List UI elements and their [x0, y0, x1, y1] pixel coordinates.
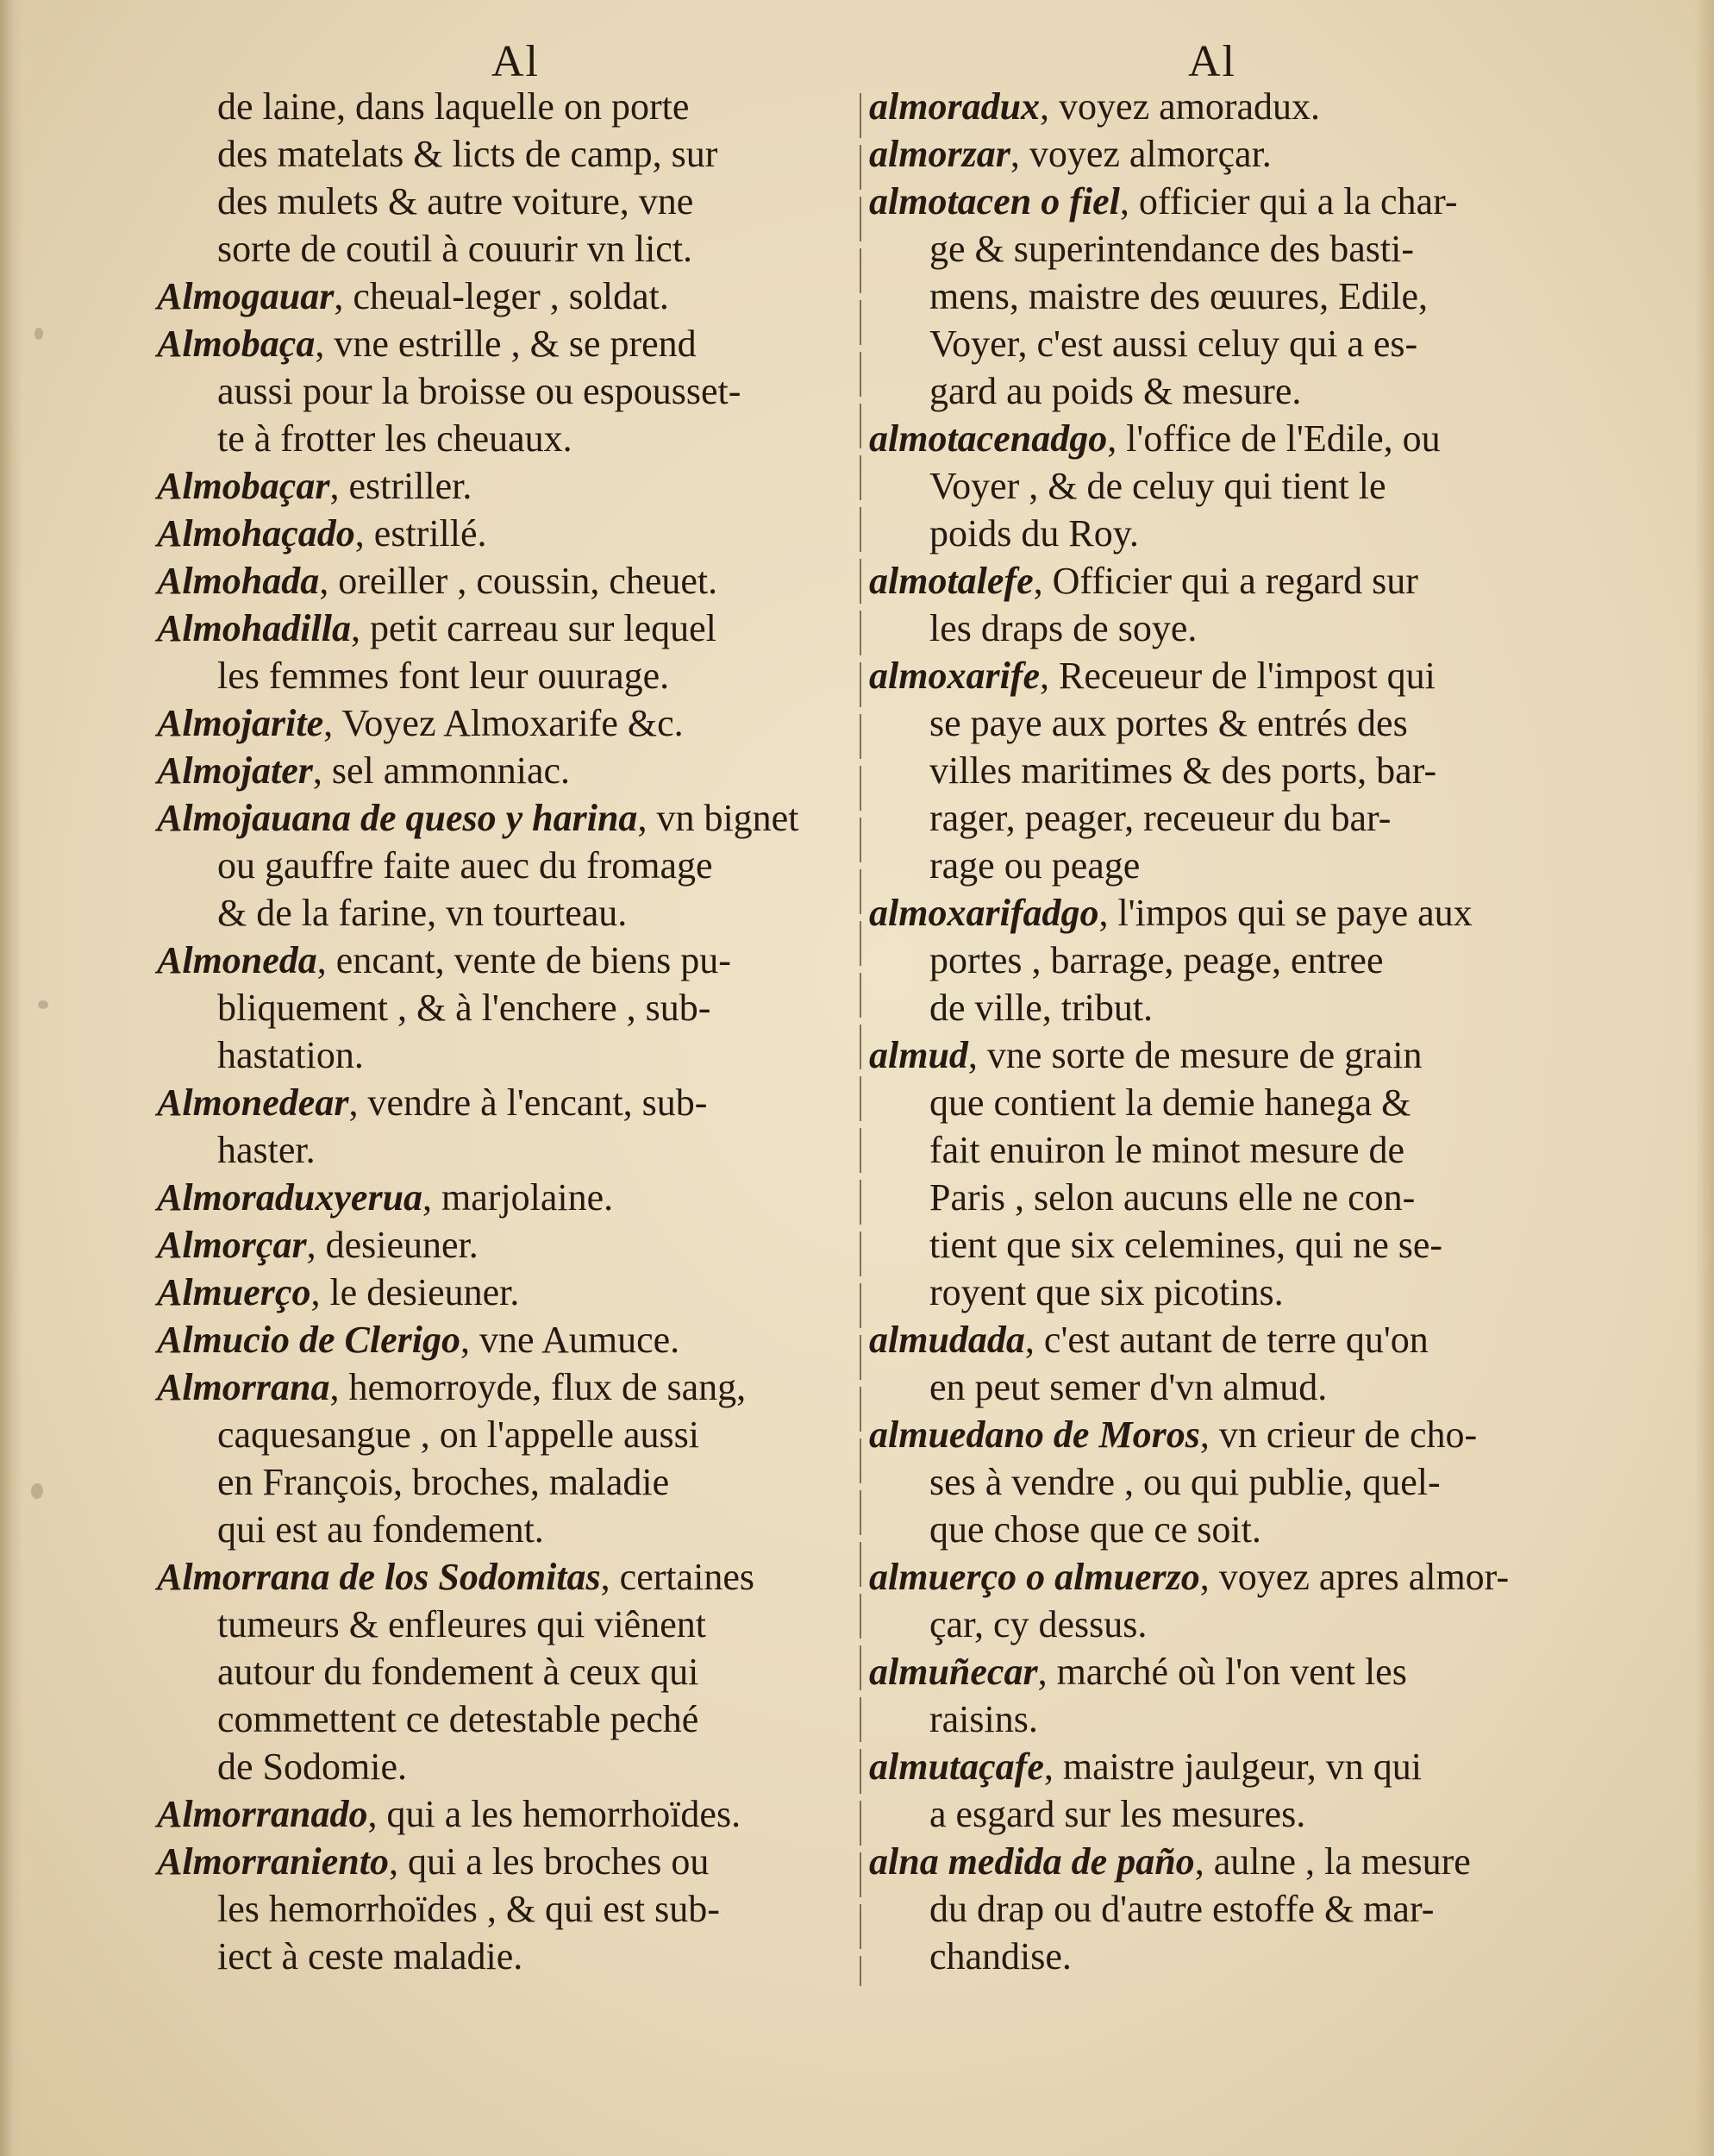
headword: almotacen o fiel — [869, 180, 1120, 222]
entry-line — [157, 320, 842, 367]
headword: Almohadilla — [157, 607, 351, 649]
definition-text: , Voyez Almoxarife &c. — [323, 702, 684, 744]
headword: Almorranado — [157, 1793, 368, 1835]
definition-text: sorte de coutil à couurir vn lict. — [217, 228, 693, 270]
definition-text: , qui a les broches ou — [388, 1840, 710, 1883]
definition-text: , certaines — [600, 1556, 755, 1598]
headword: almuerço o almuerzo — [869, 1556, 1200, 1598]
headword: Almorrana de los Sodomitas — [157, 1556, 601, 1598]
entry-line — [157, 794, 842, 842]
definition-text: , marché où l'on vent les — [1037, 1651, 1407, 1693]
continuation-line — [157, 415, 842, 462]
right-column — [869, 83, 1550, 1980]
definition-text: a esgard sur les mesures. — [929, 1793, 1306, 1835]
definition-text: mens, maistre des œuures, Edile, — [929, 275, 1428, 317]
definition-text: , petit carreau sur lequel — [350, 607, 716, 649]
headword: Almojarite — [157, 702, 324, 744]
definition-text: en peut semer d'vn almud. — [929, 1366, 1328, 1408]
definition-text: royent que six picotins. — [929, 1271, 1284, 1313]
definition-text: , sel ammonniac. — [312, 749, 571, 792]
definition-text: les draps de soye. — [929, 607, 1198, 649]
definition-text: autour du fondement à ceux qui — [217, 1651, 699, 1693]
entry-line — [157, 1838, 842, 1885]
definition-text: aussi pour la broisse ou espousset- — [217, 370, 741, 412]
continuation-line — [869, 1695, 1550, 1743]
entry-line — [869, 1553, 1550, 1601]
definition-text: , c'est autant de terre qu'on — [1024, 1319, 1429, 1361]
definition-text: poids du Roy. — [929, 512, 1139, 555]
ink-speck — [38, 1000, 48, 1009]
headword: almutaçafe — [869, 1745, 1044, 1788]
continuation-line — [157, 1695, 842, 1743]
definition-text: , vendre à l'encant, sub- — [348, 1081, 708, 1124]
entry-line — [869, 1648, 1550, 1695]
entry-line — [157, 1269, 842, 1316]
headword: Almohada — [157, 560, 320, 602]
definition-text: Voyer, c'est aussi celuy qui a es- — [929, 323, 1418, 365]
definition-text: , officier qui a la char- — [1119, 180, 1458, 222]
entry-line — [157, 747, 842, 794]
headword: almotacenadgo — [869, 417, 1108, 460]
headword: Almoraduxyerua — [157, 1176, 423, 1219]
entry-line — [157, 1079, 842, 1126]
continuation-line — [157, 652, 842, 699]
running-head-right: Al — [1188, 37, 1236, 86]
entry-line — [157, 273, 842, 320]
continuation-line — [869, 794, 1550, 842]
headword: Almojauana de queso y harina — [157, 797, 638, 839]
definition-text: , vn crieur de cho- — [1199, 1413, 1478, 1456]
continuation-line — [869, 747, 1550, 794]
definition-text: iect à ceste maladie. — [217, 1935, 523, 1977]
entry-line — [869, 178, 1550, 225]
headword: alna medida de paño — [869, 1840, 1195, 1883]
continuation-line — [869, 1174, 1550, 1221]
continuation-line — [869, 225, 1550, 273]
continuation-line — [157, 1506, 842, 1553]
continuation-line — [157, 178, 842, 225]
entry-line — [157, 1553, 842, 1601]
continuation-line — [157, 1885, 842, 1933]
continuation-line — [157, 889, 842, 937]
continuation-line — [157, 1411, 842, 1458]
definition-text: que contient la demie hanega & — [929, 1081, 1411, 1124]
continuation-line — [869, 1221, 1550, 1269]
continuation-line — [869, 1079, 1550, 1126]
definition-text: se paye aux portes & entrés des — [929, 702, 1408, 744]
definition-text: , maistre jaulgeur, vn qui — [1043, 1745, 1422, 1788]
definition-text: , Officier qui a regard sur — [1033, 560, 1418, 602]
definition-text: les femmes font leur ouurage. — [217, 655, 670, 697]
definition-text: , vne Aumuce. — [460, 1319, 680, 1361]
definition-text: du drap ou d'autre estoffe & mar- — [929, 1888, 1435, 1930]
entry-line — [157, 605, 842, 652]
continuation-line — [869, 1458, 1550, 1506]
entry-line — [869, 83, 1550, 130]
definition-text: , voyez almorçar. — [1010, 133, 1272, 175]
continuation-line — [869, 1506, 1550, 1553]
continuation-line — [869, 1363, 1550, 1411]
page-edge-right — [1695, 0, 1714, 2156]
entry-line — [157, 1363, 842, 1411]
continuation-line — [157, 225, 842, 273]
entry-line — [869, 1838, 1550, 1885]
definition-text: , voyez amoradux. — [1040, 85, 1321, 128]
definition-text: te à frotter les cheuaux. — [217, 417, 572, 460]
definition-text: , Receueur de l'impost qui — [1039, 655, 1436, 697]
headword: Almorraniento — [157, 1840, 389, 1883]
headword: almorzar — [869, 133, 1010, 175]
continuation-line — [157, 842, 842, 889]
definition-text: chandise. — [929, 1935, 1072, 1977]
definition-text: , encant, vente de biens pu- — [316, 939, 731, 981]
headword: almuñecar — [869, 1651, 1038, 1693]
continuation-line — [869, 273, 1550, 320]
headword: Almobaça — [157, 323, 316, 365]
definition-text: en François, broches, maladie — [217, 1461, 670, 1503]
entry-line — [157, 510, 842, 557]
continuation-line — [869, 699, 1550, 747]
definition-text: , le desieuner. — [310, 1271, 520, 1313]
ink-speck — [34, 328, 43, 340]
definition-text: , marjolaine. — [422, 1176, 614, 1219]
continuation-line — [869, 984, 1550, 1031]
entry-line — [157, 1790, 842, 1838]
headword: Almoneda — [157, 939, 317, 981]
definition-text: qui est au fondement. — [217, 1508, 544, 1551]
entry-line — [157, 462, 842, 510]
entry-line — [869, 652, 1550, 699]
headword: almotalefe — [869, 560, 1034, 602]
entry-line — [157, 1221, 842, 1269]
left-column — [157, 83, 842, 1980]
entry-line — [869, 1316, 1550, 1363]
entry-line — [157, 1316, 842, 1363]
continuation-line — [869, 1126, 1550, 1174]
entry-line — [869, 889, 1550, 937]
definition-text: de laine, dans laquelle on porte — [217, 85, 690, 128]
entry-line — [157, 557, 842, 605]
entry-line — [157, 1174, 842, 1221]
continuation-line — [157, 367, 842, 415]
definition-text: , estriller. — [329, 465, 472, 507]
definition-text: Voyer , & de celuy qui tient le — [929, 465, 1386, 507]
continuation-line — [869, 842, 1550, 889]
continuation-line — [157, 1031, 842, 1079]
definition-text: raisins. — [929, 1698, 1038, 1740]
headword: Almorrana — [157, 1366, 330, 1408]
definition-text: haster. — [217, 1129, 316, 1171]
definition-text: , oreiller , coussin, cheuet. — [319, 560, 718, 602]
definition-text: de Sodomie. — [217, 1745, 407, 1788]
definition-text: caquesangue , on l'appelle aussi — [217, 1413, 699, 1456]
headword: Almucio de Clerigo — [157, 1319, 460, 1361]
continuation-line — [869, 320, 1550, 367]
definition-text: ou gauffre faite auec du fromage — [217, 844, 713, 887]
headword: almud — [869, 1034, 968, 1076]
entry-line — [869, 130, 1550, 178]
definition-text: , vn bignet — [637, 797, 799, 839]
continuation-line — [157, 1458, 842, 1506]
continuation-line — [869, 462, 1550, 510]
continuation-line — [869, 1885, 1550, 1933]
continuation-line — [157, 1601, 842, 1648]
headword: Almohaçado — [157, 512, 355, 555]
continuation-line — [869, 1933, 1550, 1980]
definition-text: , estrillé. — [354, 512, 487, 555]
definition-text: de ville, tribut. — [929, 987, 1154, 1029]
definition-text: , aulne , la mesure — [1194, 1840, 1471, 1883]
definition-text: ses à vendre , ou qui publie, quel- — [929, 1461, 1441, 1503]
definition-text: çar, cy dessus. — [929, 1603, 1148, 1645]
continuation-line — [869, 367, 1550, 415]
headword: Almorçar — [157, 1224, 307, 1266]
headword: Almojater — [157, 749, 313, 792]
continuation-line — [157, 1933, 842, 1980]
headword: Almuerço — [157, 1271, 311, 1313]
continuation-line — [157, 1126, 842, 1174]
entry-line — [157, 699, 842, 747]
continuation-line — [157, 984, 842, 1031]
definition-text: des matelats & licts de camp, sur — [217, 133, 718, 175]
definition-text: ge & superintendance des basti- — [929, 228, 1415, 270]
entry-line — [869, 415, 1550, 462]
continuation-line — [869, 605, 1550, 652]
definition-text: , vne estrille , & se prend — [315, 323, 697, 365]
definition-text: , desieuner. — [306, 1224, 479, 1266]
definition-text: tient que six celemines, qui ne se- — [929, 1224, 1443, 1266]
entry-line — [869, 1743, 1550, 1790]
definition-text: & de la farine, vn tourteau. — [217, 892, 628, 934]
definition-text: Paris , selon aucuns elle ne con- — [929, 1176, 1416, 1219]
entry-line — [157, 937, 842, 984]
definition-text: commettent ce detestable peché — [217, 1698, 699, 1740]
definition-text: rager, peager, receueur du bar- — [929, 797, 1392, 839]
headword: Almogauar — [157, 275, 335, 317]
entry-line — [869, 1031, 1550, 1079]
continuation-line — [869, 1601, 1550, 1648]
headword: almudada — [869, 1319, 1025, 1361]
continuation-line — [869, 937, 1550, 984]
column-divider — [860, 93, 861, 1986]
definition-text: , l'impos qui se paye aux — [1098, 892, 1473, 934]
headword: Almonedear — [157, 1081, 349, 1124]
running-head-left: Al — [491, 37, 540, 86]
headword: almuedano de Moros — [869, 1413, 1200, 1456]
headword: Almobaçar — [157, 465, 330, 507]
entry-line — [869, 1411, 1550, 1458]
headword: almoradux — [869, 85, 1041, 128]
definition-text: tumeurs & enfleures qui viênent — [217, 1603, 706, 1645]
definition-text: villes maritimes & des ports, bar- — [929, 749, 1437, 792]
headword: almoxarifadgo — [869, 892, 1099, 934]
definition-text: des mulets & autre voiture, vne — [217, 180, 694, 222]
continuation-line — [157, 83, 842, 130]
continuation-line — [869, 1269, 1550, 1316]
definition-text: , qui a les hemorrhoïdes. — [367, 1793, 741, 1835]
definition-text: , l'office de l'Edile, ou — [1107, 417, 1441, 460]
continuation-line — [157, 1648, 842, 1695]
ink-speck — [31, 1483, 43, 1499]
definition-text: que chose que ce soit. — [929, 1508, 1261, 1551]
continuation-line — [157, 130, 842, 178]
continuation-line — [157, 1743, 842, 1790]
definition-text: portes , barrage, peage, entree — [929, 939, 1384, 981]
definition-text: bliquement , & à l'enchere , sub- — [217, 987, 711, 1029]
definition-text: rage ou peage — [929, 844, 1141, 887]
continuation-line — [869, 510, 1550, 557]
definition-text: , vne sorte de mesure de grain — [967, 1034, 1423, 1076]
definition-text: , voyez apres almor- — [1199, 1556, 1510, 1598]
definition-text: fait enuiron le minot mesure de — [929, 1129, 1405, 1171]
definition-text: les hemorrhoïdes , & qui est sub- — [217, 1888, 720, 1930]
headword: almoxarife — [869, 655, 1040, 697]
continuation-line — [869, 1790, 1550, 1838]
entry-line — [869, 557, 1550, 605]
definition-text: , cheual-leger , soldat. — [334, 275, 669, 317]
page-edge-left — [0, 0, 22, 2156]
definition-text: hastation. — [217, 1034, 364, 1076]
definition-text: gard au poids & mesure. — [929, 370, 1302, 412]
definition-text: , hemorroyde, flux de sang, — [329, 1366, 747, 1408]
